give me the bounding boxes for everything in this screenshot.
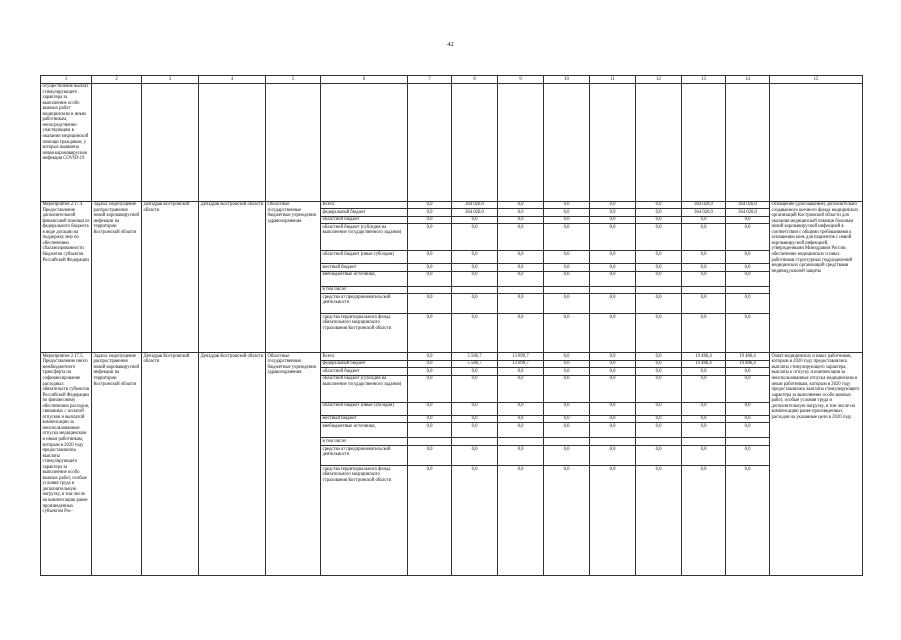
amount-cell: 0,0	[590, 201, 636, 209]
amount-cell	[408, 286, 452, 294]
funding-source: областной бюджет (субсидия на выполнение государственного задания)	[321, 224, 408, 251]
amount-cell	[682, 286, 726, 294]
event-justification: Оснащение (дооснащение) дополнительно создаваемого коечного фонда медицинских организаций Костромской области для оказания медицинской помощи больным новой коронавирусной инфекцией в соответствии с общими требованиями к оснащению коек для пациентов с новой коронавирусной инфекцией, утвержденными Минздравом России, обеспечение медицинских и иных работников структурных подразделений медицинских организаций средствами индивидуальной защиты	[770, 201, 863, 353]
funding-source: областной бюджет (иные субсидии)	[321, 251, 408, 264]
amount-cell: 19 486,4	[726, 360, 770, 368]
amount-cell: 0,0	[452, 224, 498, 251]
amount-cell: 0,0	[590, 423, 636, 438]
amount-cell: 0,0	[408, 271, 452, 286]
amount-cell: 0,0	[408, 466, 452, 576]
amount-cell: 0,0	[498, 415, 544, 423]
amount-cell: 364 020,0	[682, 201, 726, 209]
amount-cell: 0,0	[544, 353, 590, 361]
amount-cell: 0,0	[544, 360, 590, 368]
amount-cell	[544, 438, 590, 446]
amount-cell: 19 486,4	[682, 353, 726, 361]
column-number: 12	[636, 76, 682, 84]
amount-cell: 0,0	[452, 375, 498, 402]
amount-cell: 0,0	[636, 294, 682, 314]
amount-cell: 0,0	[544, 294, 590, 314]
amount-cell: 0,0	[452, 314, 498, 353]
amount-cell: 0,0	[636, 360, 682, 368]
amount-cell: 0,0	[636, 423, 682, 438]
amount-cell: 0,0	[636, 216, 682, 224]
event-executor: Депздрав Костромской области	[142, 201, 199, 353]
amount-cell: 0,0	[636, 415, 682, 423]
column-number: 5	[266, 76, 321, 84]
funding-source: средства от предпринимательской деятельности	[321, 446, 408, 466]
amount-cell: 0,0	[590, 353, 636, 361]
amount-cell: 0,0	[636, 271, 682, 286]
amount-cell: 0,0	[544, 368, 590, 376]
amount-cell: 0,0	[590, 360, 636, 368]
amount-cell: 0,0	[544, 446, 590, 466]
amount-cell: 0,0	[682, 368, 726, 376]
funding-source: средства территориального фонда обязательного медицинского страхования Костромской области	[321, 314, 408, 353]
amount-cell: 0,0	[544, 375, 590, 402]
amount-cell: 0,0	[636, 375, 682, 402]
amount-cell: 0,0	[408, 294, 452, 314]
amount-cell: 0,0	[408, 314, 452, 353]
column-number: 15	[770, 76, 863, 84]
amount-cell: 0,0	[682, 402, 726, 415]
amount-cell: 5 586,7	[452, 360, 498, 368]
amount-cell: 0,0	[726, 271, 770, 286]
amount-cell: 0,0	[498, 201, 544, 209]
amount-cell: 0,0	[682, 264, 726, 272]
amount-cell: 0,0	[408, 224, 452, 251]
event-participant: Депздрав Костромской области	[199, 201, 266, 353]
amount-cell: 0,0	[590, 368, 636, 376]
amount-cell: 0,0	[408, 402, 452, 415]
column-number-row	[41, 76, 863, 84]
amount-cell: 13 899,7	[498, 360, 544, 368]
amount-cell: 0,0	[636, 264, 682, 272]
amount-cell: 0,0	[682, 423, 726, 438]
event-title: Мероприятие 2.17.5. Предоставление иного межбюджетного трансферта на софинансирование расходных обязательств субъектов Российской Федерации по финансовому обеспечению расходов, связанных с оплатой отпусков и выплатой компенсации за неиспользованные отпуска медицинским и иным работникам, которым в 2020 году предоставлялись выплаты стимулирующего характера за выполнение особо важных работ, особые условия труда и дополнительную нагрузку, в том числе на компенсацию ранее произведенных субъектом Рос-	[41, 353, 92, 576]
amount-cell: 0,0	[682, 314, 726, 353]
amount-cell: 0,0	[726, 314, 770, 353]
amount-cell: 0,0	[590, 415, 636, 423]
amount-cell: 0,0	[636, 314, 682, 353]
event-participant: Депздрав Костромской области	[199, 353, 266, 576]
event-title: Мероприятие 2.17.4. Предоставление дополнительной финансовой помощи из федерального бюджета в виде дотации на поддержку мер по обеспечению сбалансированности бюджетов субъектов Российской Федерации	[41, 201, 92, 353]
funding-source: областной бюджет (субсидия на выполнение государственного задания)	[321, 375, 408, 402]
amount-cell: 0,0	[408, 360, 452, 368]
amount-cell: 0,0	[408, 216, 452, 224]
column-number: 7	[408, 76, 452, 84]
amount-cell: 0,0	[544, 466, 590, 576]
amount-cell: 0,0	[590, 466, 636, 576]
funding-source: средства от предпринимательской деятельности	[321, 294, 408, 314]
amount-cell: 0,0	[636, 209, 682, 217]
amount-cell: 13 899,7	[498, 353, 544, 361]
amount-cell: 0,0	[498, 209, 544, 217]
amount-cell	[636, 438, 682, 446]
amount-cell: 0,0	[636, 224, 682, 251]
amount-cell: 0,0	[452, 446, 498, 466]
amount-cell: 0,0	[408, 201, 452, 209]
amount-cell: 0,0	[726, 294, 770, 314]
amount-cell: 0,0	[498, 264, 544, 272]
amount-cell	[590, 438, 636, 446]
amount-cell: 0,0	[636, 251, 682, 264]
amount-cell: 0,0	[408, 375, 452, 402]
amount-cell: 0,0	[544, 209, 590, 217]
amount-cell: 0,0	[408, 423, 452, 438]
funding-source: внебюджетные источники,	[321, 271, 408, 286]
funding-source: областной бюджет	[321, 368, 408, 376]
event-recipients: Областные государственные бюджетные учреждения здравоохранения	[266, 201, 321, 353]
amount-cell: 0,0	[452, 251, 498, 264]
amount-cell: 0,0	[682, 294, 726, 314]
amount-cell: 0,0	[636, 466, 682, 576]
page-number: 42	[447, 41, 454, 48]
funding-source: в том числе:	[321, 286, 408, 294]
amount-cell: 0,0	[590, 446, 636, 466]
amount-cell: 0,0	[452, 466, 498, 576]
column-number: 11	[590, 76, 636, 84]
amount-cell: 0,0	[636, 201, 682, 209]
amount-cell: 0,0	[498, 251, 544, 264]
amount-cell: 0,0	[452, 216, 498, 224]
amount-cell: 0,0	[636, 402, 682, 415]
amount-cell	[682, 438, 726, 446]
funding-source: внебюджетные источники,	[321, 423, 408, 438]
amount-cell: 0,0	[498, 402, 544, 415]
amount-cell: 0,0	[544, 224, 590, 251]
amount-cell: 0,0	[498, 466, 544, 576]
amount-cell	[452, 438, 498, 446]
amount-cell: 364 020,0	[452, 201, 498, 209]
amount-cell: 0,0	[726, 402, 770, 415]
amount-cell: 364 020,0	[682, 209, 726, 217]
amount-cell: 0,0	[590, 402, 636, 415]
amount-cell: 0,0	[726, 446, 770, 466]
event-task: Задача: недопущение распространения новой коронавирусной инфекции на территории Костромской области	[92, 201, 142, 353]
amount-cell: 0,0	[452, 415, 498, 423]
amount-cell	[544, 286, 590, 294]
amount-cell: 0,0	[498, 375, 544, 402]
amount-cell: 0,0	[590, 314, 636, 353]
amount-cell: 0,0	[682, 415, 726, 423]
amount-cell: 0,0	[726, 466, 770, 576]
funding-source: местный бюджет	[321, 264, 408, 272]
amount-cell	[726, 438, 770, 446]
amount-cell: 0,0	[590, 375, 636, 402]
amount-cell: 0,0	[590, 224, 636, 251]
amount-cell: 0,0	[498, 368, 544, 376]
amount-cell: 0,0	[636, 368, 682, 376]
column-number: 6	[321, 76, 408, 84]
amount-cell: 364 020,0	[726, 209, 770, 217]
amount-cell: 0,0	[544, 271, 590, 286]
amount-cell: 0,0	[408, 415, 452, 423]
amount-cell: 0,0	[452, 423, 498, 438]
funding-source: средства территориального фонда обязательного медицинского страхования Костромской области	[321, 466, 408, 576]
column-number: 3	[142, 76, 199, 84]
amount-cell: 0,0	[590, 271, 636, 286]
amount-cell: 0,0	[544, 402, 590, 415]
column-number: 8	[452, 76, 498, 84]
amount-cell: 0,0	[408, 209, 452, 217]
amount-cell: 0,0	[636, 353, 682, 361]
funding-source: Всего:	[321, 201, 408, 209]
amount-cell: 0,0	[498, 216, 544, 224]
column-number: 2	[92, 76, 142, 84]
amount-cell: 0,0	[408, 368, 452, 376]
amount-cell: 19 486,4	[726, 353, 770, 361]
amount-cell: 0,0	[408, 353, 452, 361]
amount-cell: 0,0	[590, 264, 636, 272]
amount-cell: 19 486,4	[682, 360, 726, 368]
amount-cell: 0,0	[498, 423, 544, 438]
funding-source: федеральный бюджет	[321, 209, 408, 217]
funding-source: Всего:	[321, 353, 408, 361]
event-justification: Охват медицинских и иных работников, которым в 2020 году предоставлялись выплаты стимулирующего характера, выплаты к отпуску и компенсация за неиспользованные отпуска медицинским и иным работникам, которым в 2020 году предоставлялись выплаты стимулирующего характера за выполнение особо важных работ, особые условия труда и дополнительную нагрузку, в том числе на компенсацию ранее произведенных расходов на указанные цели в 2020 году	[770, 353, 863, 576]
amount-cell: 0,0	[726, 251, 770, 264]
funding-row	[41, 353, 863, 361]
program-table	[40, 75, 863, 576]
amount-cell	[498, 438, 544, 446]
column-number: 9	[498, 76, 544, 84]
amount-cell: 0,0	[726, 264, 770, 272]
amount-cell: 364 020,0	[452, 209, 498, 217]
amount-cell: 0,0	[726, 368, 770, 376]
amount-cell: 0,0	[726, 224, 770, 251]
amount-cell: 0,0	[544, 264, 590, 272]
amount-cell	[590, 286, 636, 294]
funding-source: местный бюджет	[321, 415, 408, 423]
amount-cell: 0,0	[498, 314, 544, 353]
amount-cell: 0,0	[408, 446, 452, 466]
continuation-cell: осуществление выплат стимулирующего характера за выполнение особо важных работ медицинским и иным работникам, непосредственно участвующим в оказании медицинской помощи гражданам, у которых выявлена новая коронавирусная инфекция COVID-19	[41, 83, 92, 201]
amount-cell	[452, 286, 498, 294]
amount-cell: 0,0	[452, 368, 498, 376]
event-task: Задача: недопущение распространения новой коронавирусной инфекции на территории Костромской области	[92, 353, 142, 576]
amount-cell: 0,0	[590, 216, 636, 224]
amount-cell: 0,0	[452, 264, 498, 272]
funding-source: областной бюджет (иные субсидии)	[321, 402, 408, 415]
amount-cell	[408, 438, 452, 446]
amount-cell: 0,0	[544, 423, 590, 438]
funding-source: в том числе:	[321, 438, 408, 446]
amount-cell: 0,0	[408, 264, 452, 272]
column-number: 13	[682, 76, 726, 84]
amount-cell: 0,0	[682, 251, 726, 264]
column-number: 1	[41, 76, 92, 84]
amount-cell: 0,0	[408, 251, 452, 264]
amount-cell: 0,0	[726, 216, 770, 224]
amount-cell: 0,0	[726, 375, 770, 402]
amount-cell: 0,0	[544, 251, 590, 264]
column-number: 4	[199, 76, 266, 84]
amount-cell: 0,0	[544, 216, 590, 224]
amount-cell: 0,0	[452, 271, 498, 286]
amount-cell: 0,0	[682, 224, 726, 251]
event-recipients: Областные государственные бюджетные учреждения здравоохранения	[266, 353, 321, 576]
amount-cell: 0,0	[452, 402, 498, 415]
event-executor: Депздрав Костромской области	[142, 353, 199, 576]
column-number: 14	[726, 76, 770, 84]
funding-row	[41, 201, 863, 209]
amount-cell: 0,0	[452, 294, 498, 314]
column-number: 10	[544, 76, 590, 84]
table-body	[41, 76, 863, 576]
amount-cell: 0,0	[498, 294, 544, 314]
amount-cell	[726, 286, 770, 294]
funding-source: областной бюджет	[321, 216, 408, 224]
amount-cell: 0,0	[726, 423, 770, 438]
amount-cell: 0,0	[544, 201, 590, 209]
amount-cell: 0,0	[590, 251, 636, 264]
funding-source: федеральный бюджет	[321, 360, 408, 368]
amount-cell: 0,0	[498, 271, 544, 286]
amount-cell: 0,0	[682, 466, 726, 576]
amount-cell: 5 586,7	[452, 353, 498, 361]
amount-cell: 0,0	[590, 294, 636, 314]
amount-cell: 0,0	[726, 415, 770, 423]
amount-cell: 0,0	[682, 271, 726, 286]
amount-cell: 0,0	[544, 415, 590, 423]
amount-cell: 364 020,0	[726, 201, 770, 209]
amount-cell: 0,0	[682, 216, 726, 224]
amount-cell: 0,0	[498, 224, 544, 251]
amount-cell	[498, 286, 544, 294]
continuation-row	[41, 83, 863, 201]
amount-cell: 0,0	[636, 446, 682, 466]
amount-cell	[636, 286, 682, 294]
amount-cell: 0,0	[544, 314, 590, 353]
amount-cell: 0,0	[498, 446, 544, 466]
amount-cell: 0,0	[682, 375, 726, 402]
amount-cell: 0,0	[682, 446, 726, 466]
amount-cell: 0,0	[590, 209, 636, 217]
